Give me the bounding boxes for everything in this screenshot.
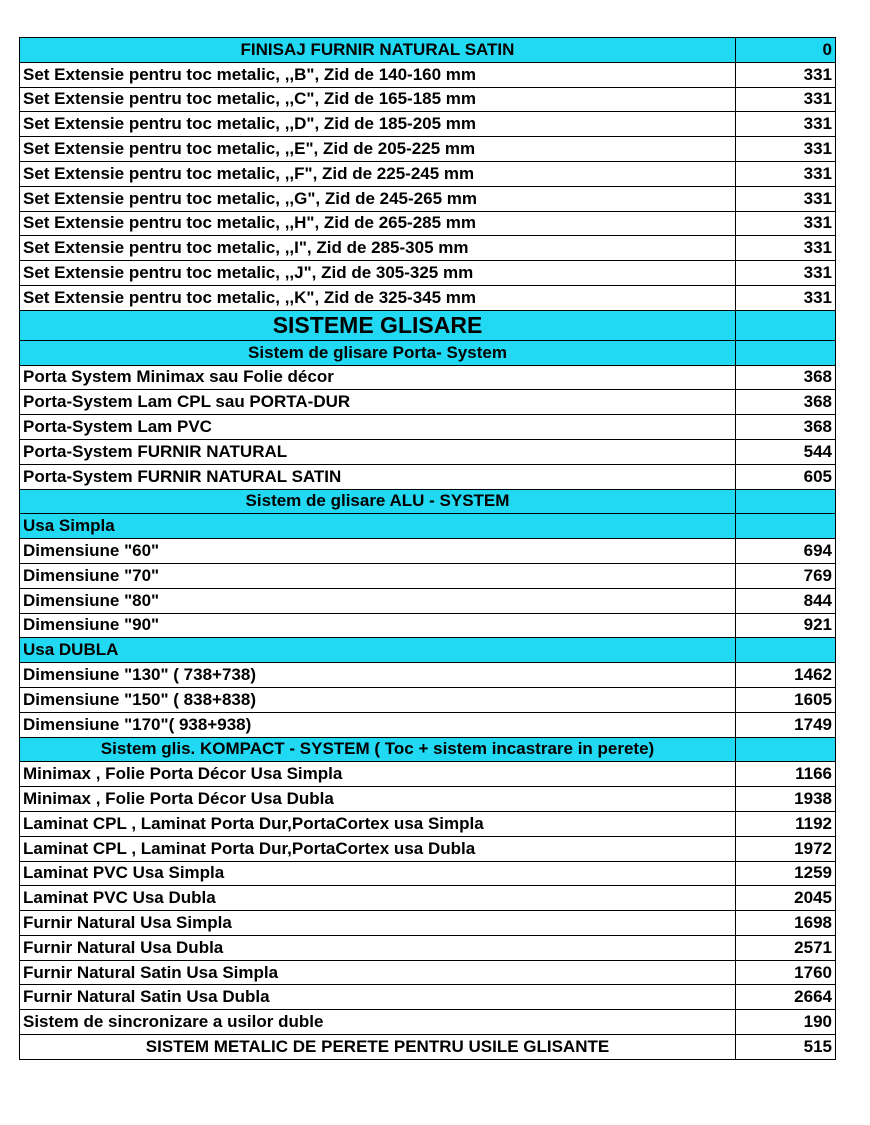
product-name-cell: Furnir Natural Satin Usa Dubla (20, 985, 736, 1010)
price-cell: 0 (736, 38, 836, 63)
subsection-row (20, 638, 836, 663)
price-cell: 1760 (736, 960, 836, 985)
product-name-cell: Laminat CPL , Laminat Porta Dur,PortaCortex usa Dubla (20, 836, 736, 861)
price-row (20, 911, 836, 936)
price-row (20, 415, 836, 440)
price-cell: 331 (736, 285, 836, 310)
section-title-cell: Usa Simpla (20, 514, 736, 539)
price-row (20, 365, 836, 390)
product-name-cell: Furnir Natural Satin Usa Simpla (20, 960, 736, 985)
price-cell (736, 310, 836, 340)
price-cell: 2664 (736, 985, 836, 1010)
price-cell: 694 (736, 539, 836, 564)
price-cell (736, 638, 836, 663)
price-list-table (19, 37, 836, 1060)
price-cell: 1605 (736, 687, 836, 712)
product-name-cell: Porta-System Lam PVC (20, 415, 736, 440)
price-cell: 1938 (736, 787, 836, 812)
price-cell: 1698 (736, 911, 836, 936)
product-name-cell: Minimax , Folie Porta Décor Usa Simpla (20, 762, 736, 787)
product-name-cell: Porta System Minimax sau Folie décor (20, 365, 736, 390)
price-cell: 331 (736, 62, 836, 87)
price-cell: 844 (736, 588, 836, 613)
product-name-cell: Porta-System FURNIR NATURAL (20, 439, 736, 464)
section-title-cell: Sistem de glisare Porta- System (20, 340, 736, 365)
price-row (20, 836, 836, 861)
product-name-cell: Minimax , Folie Porta Décor Usa Dubla (20, 787, 736, 812)
price-cell: 331 (736, 87, 836, 112)
price-cell: 368 (736, 415, 836, 440)
section-title-cell: Sistem glis. KOMPACT - SYSTEM ( Toc + sistem incastrare in perete) (20, 737, 736, 762)
price-cell: 331 (736, 261, 836, 286)
product-name-cell: Set Extensie pentru toc metalic, ,,J", Zid de 305-325 mm (20, 261, 736, 286)
price-row (20, 787, 836, 812)
price-row (20, 112, 836, 137)
price-row (20, 985, 836, 1010)
price-row (20, 87, 836, 112)
price-row (20, 663, 836, 688)
subsection-row (20, 514, 836, 539)
product-name-cell: Laminat CPL , Laminat Porta Dur,PortaCortex usa Simpla (20, 811, 736, 836)
product-name-cell: Set Extensie pentru toc metalic, ,,B", Zid de 140-160 mm (20, 62, 736, 87)
price-cell (736, 340, 836, 365)
price-row (20, 861, 836, 886)
product-name-cell: SISTEM METALIC DE PERETE PENTRU USILE GLISANTE (20, 1035, 736, 1060)
price-cell: 544 (736, 439, 836, 464)
product-name-cell: Laminat PVC Usa Simpla (20, 861, 736, 886)
product-name-cell: Set Extensie pentru toc metalic, ,,F", Zid de 225-245 mm (20, 161, 736, 186)
price-cell: 1259 (736, 861, 836, 886)
price-row (20, 712, 836, 737)
price-row (20, 464, 836, 489)
price-cell: 2045 (736, 886, 836, 911)
price-row (20, 762, 836, 787)
price-row (20, 935, 836, 960)
price-row (20, 62, 836, 87)
product-name-cell: Set Extensie pentru toc metalic, ,,C", Zid de 165-185 mm (20, 87, 736, 112)
section-header-row (20, 340, 836, 365)
price-row (20, 390, 836, 415)
price-cell: 1462 (736, 663, 836, 688)
product-name-cell: Set Extensie pentru toc metalic, ,,I", Zid de 285-305 mm (20, 236, 736, 261)
product-name-cell: Furnir Natural Usa Simpla (20, 911, 736, 936)
price-row (20, 439, 836, 464)
price-row (20, 1035, 836, 1060)
price-row (20, 236, 836, 261)
price-row (20, 687, 836, 712)
section-header-row (20, 38, 836, 63)
section-header-row (20, 737, 836, 762)
price-cell: 331 (736, 137, 836, 162)
price-cell (736, 737, 836, 762)
section-title-cell: FINISAJ FURNIR NATURAL SATIN (20, 38, 736, 63)
price-cell: 1166 (736, 762, 836, 787)
product-name-cell: Dimensiune "70" (20, 563, 736, 588)
product-name-cell: Set Extensie pentru toc metalic, ,,G", Zid de 245-265 mm (20, 186, 736, 211)
section-title-cell: Usa DUBLA (20, 638, 736, 663)
price-cell: 331 (736, 112, 836, 137)
product-name-cell: Dimensiune "90" (20, 613, 736, 638)
product-name-cell: Furnir Natural Usa Dubla (20, 935, 736, 960)
product-name-cell: Dimensiune "170"( 938+938) (20, 712, 736, 737)
price-row (20, 1010, 836, 1035)
price-cell: 331 (736, 211, 836, 236)
price-cell: 515 (736, 1035, 836, 1060)
price-row (20, 186, 836, 211)
price-cell: 921 (736, 613, 836, 638)
price-cell: 331 (736, 161, 836, 186)
price-cell: 1972 (736, 836, 836, 861)
price-cell: 605 (736, 464, 836, 489)
product-name-cell: Dimensiune "60" (20, 539, 736, 564)
product-name-cell: Porta-System Lam CPL sau PORTA-DUR (20, 390, 736, 415)
price-row (20, 211, 836, 236)
product-name-cell: Sistem de sincronizare a usilor duble (20, 1010, 736, 1035)
section-header-row (20, 489, 836, 514)
price-cell (736, 514, 836, 539)
section-title-cell: Sistem de glisare ALU - SYSTEM (20, 489, 736, 514)
price-cell: 2571 (736, 935, 836, 960)
product-name-cell: Porta-System FURNIR NATURAL SATIN (20, 464, 736, 489)
price-cell: 331 (736, 236, 836, 261)
price-cell: 769 (736, 563, 836, 588)
price-row (20, 261, 836, 286)
price-list-body (20, 38, 836, 1060)
price-row (20, 886, 836, 911)
price-row (20, 588, 836, 613)
price-row (20, 161, 836, 186)
price-cell: 331 (736, 186, 836, 211)
product-name-cell: Dimensiune "130" ( 738+738) (20, 663, 736, 688)
product-name-cell: Dimensiune "150" ( 838+838) (20, 687, 736, 712)
price-row (20, 137, 836, 162)
price-cell: 1192 (736, 811, 836, 836)
product-name-cell: Laminat PVC Usa Dubla (20, 886, 736, 911)
section-title-cell: SISTEME GLISARE (20, 310, 736, 340)
price-row (20, 285, 836, 310)
price-cell: 190 (736, 1010, 836, 1035)
section-title-row (20, 310, 836, 340)
product-name-cell: Set Extensie pentru toc metalic, ,,D", Zid de 185-205 mm (20, 112, 736, 137)
price-row (20, 960, 836, 985)
price-cell: 1749 (736, 712, 836, 737)
price-row (20, 613, 836, 638)
product-name-cell: Set Extensie pentru toc metalic, ,,K", Zid de 325-345 mm (20, 285, 736, 310)
price-cell: 368 (736, 390, 836, 415)
price-row (20, 811, 836, 836)
price-row (20, 539, 836, 564)
price-row (20, 563, 836, 588)
price-cell: 368 (736, 365, 836, 390)
product-name-cell: Set Extensie pentru toc metalic, ,,E", Zid de 205-225 mm (20, 137, 736, 162)
price-cell (736, 489, 836, 514)
product-name-cell: Set Extensie pentru toc metalic, ,,H", Zid de 265-285 mm (20, 211, 736, 236)
product-name-cell: Dimensiune "80" (20, 588, 736, 613)
